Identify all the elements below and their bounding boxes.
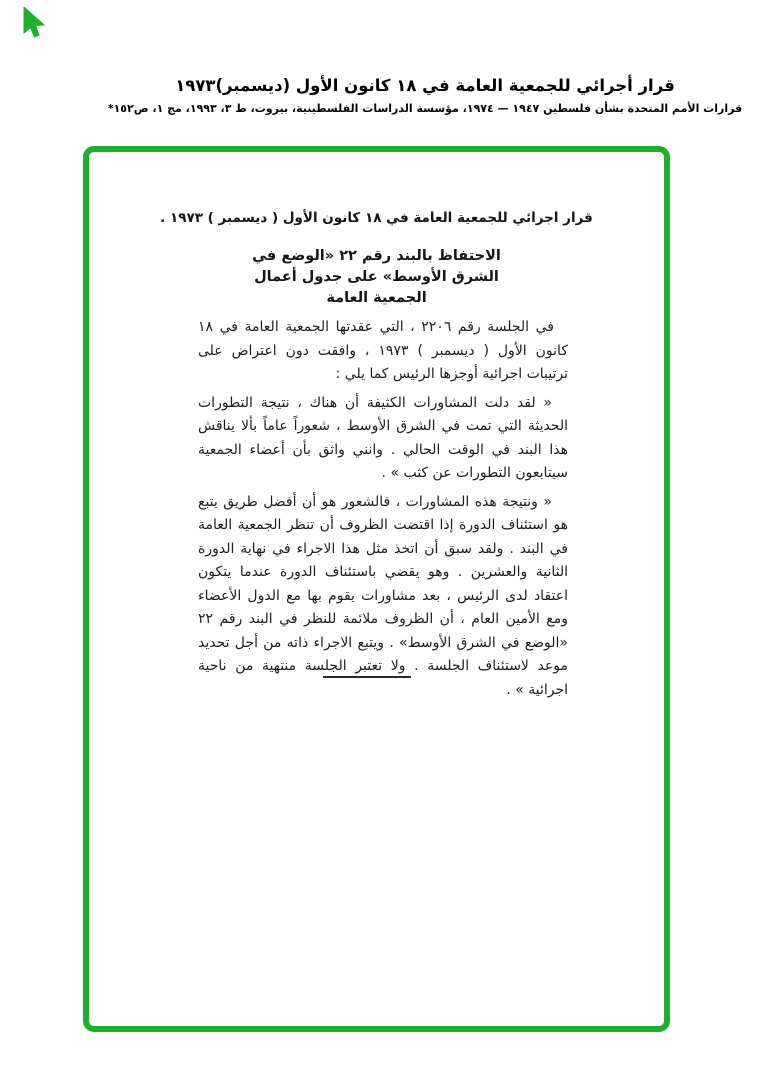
page-title: قرار أجرائي للجمعية العامة في ١٨ كانون الأول (ديسمبر)١٩٧٣ <box>175 76 675 95</box>
document-paragraph: « ونتيجة هذه المشاورات ، فالشعور هو أن أفضل طريق يتبع هو استئناف الدورة إذا اقتضت الظروف أن تنظر الجمعية العامة في البند . ولقد سبق أن اتخذ مثل هذا الاجراء في نهاية الدورة الثانية والعشرين . وهو يقضي باستئناف الدورة عندما يتكون اعتقاد لدى الرئيس ، بعد مشاورات يقوم بها مع الدول الأعضاء ومع الأمين العام ، أن الظروف ملائمة للنظر في البند رقم ٢٢ «الوضع في الشرق الأوسط» . ويتبع الاجراء ذاته من أجل تحديد موعد لاستئناف الجلسة . ولا تعتبر الجلسة منتهية من ناحية اجرائية » . <box>198 493 568 698</box>
document-paragraph: في الجلسة رقم ٢٢٠٦ ، التي عقدتها الجمعية العامة في ١٨ كانون الأول ( ديسمبر ) ١٩٧٣ ، وافقت دون اعتراض على ترتيبات اجرائية أوجزها الرئيس كما يلي : <box>198 319 568 382</box>
highlight-box <box>83 146 670 1032</box>
document-subtitle-line: الجمعية العامة <box>326 290 427 306</box>
end-of-text-rule <box>323 676 411 678</box>
document-title: قرار اجرائي للجمعية العامة في ١٨ كانون الأول ( ديسمبر ) ١٩٧٣ . <box>160 210 593 226</box>
document-paragraph: « لقد دلت المشاورات الكثيفة أن هناك ، نتيجة التطورات الحديثة التي تمت في الشرق الأوسط ، شعوراً عاماً بألا يناقش هذا البند في الوقت الحالي . وانني واثق بأن أعضاء الجمعية سيتابعون التطورات عن كثب » . <box>198 394 568 481</box>
document-body <box>198 316 568 707</box>
cursor-arrow-icon <box>23 7 51 39</box>
page-header <box>92 76 758 115</box>
document-subtitle-line: الاحتفاظ بالبند رقم ٢٢ «الوضع في <box>252 248 501 264</box>
source-citation: قرارات الأمم المتحدة بشأن فلسطين ١٩٤٧ — ١٩٧٤، مؤسسة الدراسات الفلسطينية، بيروت، ط ٣، ١٩٩٣، مج ١، ص١٥٢* <box>107 102 743 115</box>
document-subtitle <box>89 246 664 309</box>
document-subtitle-line: الشرق الأوسط» على جدول أعمال <box>254 269 499 285</box>
